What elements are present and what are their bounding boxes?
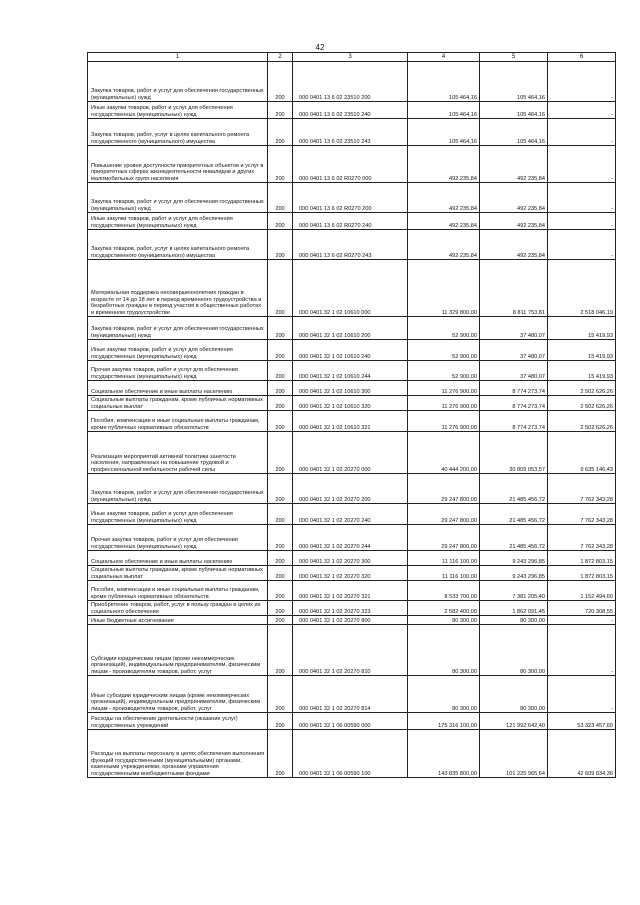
cell-plan: 105 464,16 xyxy=(408,119,480,146)
cell-rest: 7 762 343,28 xyxy=(548,504,616,525)
cell-fact: 121 992 642,40 xyxy=(480,713,548,730)
cell-name: Социальные выплаты гражданам, кроме публичных нормативных социальных выплат xyxy=(88,566,268,581)
table-row xyxy=(88,581,616,601)
cell-rest: - xyxy=(548,676,616,713)
cell-code: 200 xyxy=(268,625,293,676)
cell-kbk: 000 0401 32 1 02 10610 200 xyxy=(293,317,408,340)
table-row xyxy=(88,183,616,213)
cell-fact: 37 480,07 xyxy=(480,317,548,340)
cell-rest: - xyxy=(548,62,616,102)
cell-kbk: 000 0401 32 1 02 10610 321 xyxy=(293,411,408,432)
cell-kbk: 000 0401 32 1 02 20270 800 xyxy=(293,616,408,625)
table-row xyxy=(88,230,616,260)
cell-name: Закупка товаров, работ, услуг в целях капитального ремонта государственного (муниципального) имущества xyxy=(88,230,268,260)
table-row xyxy=(88,432,616,474)
cell-name: Прочая закупка товаров, работ и услуг для обеспечения государственных (муниципальных) нужд xyxy=(88,361,268,381)
cell-name: Расходы на выплаты персоналу в целях обеспечения выполнения функций государственными (муниципальными) органами, казенными учреждениями, органами управления государственными внебюджетными фондами xyxy=(88,730,268,778)
table-row xyxy=(88,730,616,778)
cell-rest: 42 609 834,36 xyxy=(548,730,616,778)
cell-kbk: 000 0401 32 1 02 10610 300 xyxy=(293,381,408,396)
cell-name: Иные закупки товаров, работ и услуг для обеспечения государственных (муниципальных) нужд xyxy=(88,213,268,230)
cell-rest: - xyxy=(548,146,616,183)
cell-code: 200 xyxy=(268,432,293,474)
cell-rest: 1 872 803,15 xyxy=(548,551,616,566)
cell-name: Прочая закупка товаров, работ и услуг для обеспечения государственных (муниципальных) нужд xyxy=(88,525,268,551)
table-row xyxy=(88,213,616,230)
cell-rest: - xyxy=(548,119,616,146)
cell-plan: 80 300,00 xyxy=(408,676,480,713)
cell-plan: 29 247 800,00 xyxy=(408,474,480,504)
cell-kbk: 000 0401 32 1 02 20270 323 xyxy=(293,601,408,616)
cell-code: 200 xyxy=(268,340,293,361)
cell-plan: 80 300,00 xyxy=(408,616,480,625)
cell-name: Пособия, компенсации и иные социальные выплаты гражданам, кроме публичных нормативных обязательств xyxy=(88,581,268,601)
cell-name: Повышение уровня доступности приоритетных объектов и услуг в приоритетных сферах жизнедеятельности инвалидов и других маломобильных групп населения xyxy=(88,146,268,183)
header-col-1: 1 xyxy=(88,53,268,62)
cell-plan: 175 316 100,00 xyxy=(408,713,480,730)
table-row xyxy=(88,317,616,340)
cell-kbk: 000 0401 32 1 02 10610 240 xyxy=(293,340,408,361)
cell-name: Закупка товаров, работ и услуг для обеспечения государственных (муниципальных) нужд xyxy=(88,474,268,504)
budget-table-body xyxy=(88,53,616,778)
cell-kbk: 000 0401 32 1 02 20270 321 xyxy=(293,581,408,601)
cell-fact: 80 300,00 xyxy=(480,625,548,676)
cell-code: 200 xyxy=(268,504,293,525)
cell-rest: 53 323 457,60 xyxy=(548,713,616,730)
cell-plan: 52 900,00 xyxy=(408,340,480,361)
cell-code: 200 xyxy=(268,525,293,551)
cell-code: 200 xyxy=(268,260,293,317)
cell-rest: 1 152 494,60 xyxy=(548,581,616,601)
table-row xyxy=(88,616,616,625)
table-row xyxy=(88,551,616,566)
header-col-5: 5 xyxy=(480,53,548,62)
cell-plan: 29 247 800,00 xyxy=(408,525,480,551)
cell-plan: 11 276 900,00 xyxy=(408,381,480,396)
cell-fact: 21 485 456,72 xyxy=(480,474,548,504)
cell-name: Социальное обеспечение и иные выплаты населению xyxy=(88,381,268,396)
cell-fact: 8 774 273,74 xyxy=(480,396,548,411)
cell-rest: 7 762 343,28 xyxy=(548,474,616,504)
table-row xyxy=(88,625,616,676)
cell-name: Субсидии юридическим лицам (кроме некоммерческих организаций), индивидуальным предпринимателям, физическим лицам - производителям товаров, работ, услуг xyxy=(88,625,268,676)
cell-code: 200 xyxy=(268,551,293,566)
cell-fact: 7 381 205,40 xyxy=(480,581,548,601)
cell-fact: 8 774 273,74 xyxy=(480,411,548,432)
cell-kbk: 000 0401 32 1 06 00590 000 xyxy=(293,713,408,730)
cell-fact: 9 243 296,85 xyxy=(480,551,548,566)
table-header xyxy=(88,53,616,62)
cell-code: 200 xyxy=(268,146,293,183)
cell-rest: 7 762 343,28 xyxy=(548,525,616,551)
table-row xyxy=(88,601,616,616)
cell-kbk: 000 0401 13 6 02 R0270 200 xyxy=(293,183,408,213)
cell-plan: 11 116 100,00 xyxy=(408,551,480,566)
table-row xyxy=(88,713,616,730)
cell-kbk: 000 0401 13 6 02 R0270 243 xyxy=(293,230,408,260)
table-row xyxy=(88,525,616,551)
cell-fact: 9 243 296,85 xyxy=(480,566,548,581)
cell-plan: 52 900,00 xyxy=(408,317,480,340)
cell-name: Иные закупки товаров, работ и услуг для обеспечения государственных (муниципальных) нужд xyxy=(88,340,268,361)
cell-rest: 15 419,93 xyxy=(548,317,616,340)
cell-kbk: 000 0401 32 1 02 20270 200 xyxy=(293,474,408,504)
cell-rest: 2 502 626,26 xyxy=(548,381,616,396)
cell-name: Закупка товаров, работ и услуг для обеспечения государственных (муниципальных) нужд xyxy=(88,62,268,102)
cell-kbk: 000 0401 32 1 02 10610 244 xyxy=(293,361,408,381)
cell-name: Пособия, компенсации и иные социальные выплаты гражданам, кроме публичных нормативных обязательств xyxy=(88,411,268,432)
cell-kbk: 000 0401 32 1 02 20270 814 xyxy=(293,676,408,713)
cell-fact: 37 480,07 xyxy=(480,361,548,381)
cell-plan: 105 464,16 xyxy=(408,102,480,119)
table-row xyxy=(88,566,616,581)
cell-kbk: 000 0401 13 6 02 23510 240 xyxy=(293,102,408,119)
cell-plan: 2 582 400,00 xyxy=(408,601,480,616)
cell-name: Закупка товаров, работ и услуг для обеспечения государственных (муниципальных) нужд xyxy=(88,317,268,340)
cell-plan: 40 444 200,00 xyxy=(408,432,480,474)
cell-fact: 21 485 456,72 xyxy=(480,525,548,551)
cell-code: 200 xyxy=(268,566,293,581)
cell-code: 200 xyxy=(268,119,293,146)
cell-plan: 8 533 700,00 xyxy=(408,581,480,601)
cell-fact: 80 300,00 xyxy=(480,616,548,625)
page-number: 42 xyxy=(315,43,325,52)
cell-kbk: 000 0401 32 1 02 20270 300 xyxy=(293,551,408,566)
cell-fact: 105 464,16 xyxy=(480,102,548,119)
cell-fact: 21 485 456,72 xyxy=(480,504,548,525)
cell-code: 200 xyxy=(268,317,293,340)
cell-rest: - xyxy=(548,230,616,260)
cell-rest: 2 502 626,26 xyxy=(548,396,616,411)
cell-rest: 2 518 046,19 xyxy=(548,260,616,317)
cell-code: 200 xyxy=(268,581,293,601)
table-row xyxy=(88,504,616,525)
cell-rest: - xyxy=(548,213,616,230)
cell-code: 200 xyxy=(268,396,293,411)
cell-code: 200 xyxy=(268,616,293,625)
cell-kbk: 000 0401 32 1 02 20270 240 xyxy=(293,504,408,525)
header-col-2: 2 xyxy=(268,53,293,62)
cell-name: Иные бюджетные ассигнования xyxy=(88,616,268,625)
cell-kbk: 000 0401 32 1 02 10610 320 xyxy=(293,396,408,411)
cell-rest: - xyxy=(548,102,616,119)
table-row xyxy=(88,474,616,504)
cell-name: Расходы на обеспечение деятельности (оказание услуг) государственных учреждений xyxy=(88,713,268,730)
cell-plan: 143 835 800,00 xyxy=(408,730,480,778)
cell-rest: 15 419,93 xyxy=(548,361,616,381)
cell-fact: 101 225 965,64 xyxy=(480,730,548,778)
cell-name: Социальное обеспечение и иные выплаты населению xyxy=(88,551,268,566)
cell-rest: - xyxy=(548,183,616,213)
cell-kbk: 000 0401 32 1 02 20270 244 xyxy=(293,525,408,551)
cell-kbk: 000 0401 32 1 02 10610 000 xyxy=(293,260,408,317)
cell-name: Иные закупки товаров, работ и услуг для обеспечения государственных (муниципальных) нужд xyxy=(88,102,268,119)
cell-code: 200 xyxy=(268,102,293,119)
table-row xyxy=(88,411,616,432)
cell-fact: 492 235,84 xyxy=(480,183,548,213)
cell-name: Закупка товаров, работ, услуг в целях капитального ремонта государственного (муниципального) имущества xyxy=(88,119,268,146)
cell-fact: 492 235,84 xyxy=(480,230,548,260)
cell-code: 200 xyxy=(268,601,293,616)
cell-name: Закупка товаров, работ и услуг для обеспечения государственных (муниципальных) нужд xyxy=(88,183,268,213)
cell-code: 200 xyxy=(268,381,293,396)
cell-plan: 11 329 800,00 xyxy=(408,260,480,317)
cell-code: 200 xyxy=(268,361,293,381)
cell-plan: 29 247 800,00 xyxy=(408,504,480,525)
budget-table xyxy=(87,52,616,778)
cell-fact: 492 235,84 xyxy=(480,213,548,230)
cell-plan: 492 235,84 xyxy=(408,183,480,213)
cell-kbk: 000 0401 13 6 02 R0270 240 xyxy=(293,213,408,230)
table-row xyxy=(88,62,616,102)
cell-fact: 8 811 753,81 xyxy=(480,260,548,317)
cell-code: 200 xyxy=(268,230,293,260)
cell-plan: 492 235,84 xyxy=(408,230,480,260)
cell-name: Приобретение товаров, работ, услуг в пользу граждан в целях их социального обеспечения xyxy=(88,601,268,616)
cell-kbk: 000 0401 32 1 02 20270 000 xyxy=(293,432,408,474)
cell-rest: - xyxy=(548,625,616,676)
cell-kbk: 000 0401 13 6 02 23510 200 xyxy=(293,62,408,102)
cell-fact: 105 464,16 xyxy=(480,62,548,102)
cell-fact: 1 862 091,45 xyxy=(480,601,548,616)
header-col-4: 4 xyxy=(408,53,480,62)
table-row xyxy=(88,340,616,361)
cell-fact: 492 235,84 xyxy=(480,146,548,183)
header-col-3: 3 xyxy=(293,53,408,62)
cell-rest: 15 419,93 xyxy=(548,340,616,361)
cell-plan: 80 300,00 xyxy=(408,625,480,676)
cell-name: Социальные выплаты гражданам, кроме публичных нормативных социальных выплат xyxy=(88,396,268,411)
header-col-6: 6 xyxy=(548,53,616,62)
table-row xyxy=(88,676,616,713)
table-row xyxy=(88,381,616,396)
cell-rest: 1 872 803,15 xyxy=(548,566,616,581)
cell-kbk: 000 0401 32 1 06 00590 100 xyxy=(293,730,408,778)
cell-fact: 80 300,00 xyxy=(480,676,548,713)
cell-fact: 8 774 273,74 xyxy=(480,381,548,396)
table-row xyxy=(88,260,616,317)
cell-kbk: 000 0401 13 6 02 R0270 000 xyxy=(293,146,408,183)
cell-plan: 492 235,84 xyxy=(408,146,480,183)
cell-code: 200 xyxy=(268,213,293,230)
cell-fact: 37 480,07 xyxy=(480,340,548,361)
cell-rest: - xyxy=(548,616,616,625)
cell-kbk: 000 0401 32 1 02 20270 320 xyxy=(293,566,408,581)
cell-name: Реализация мероприятий активной политики занятости населения, направленных на повышение трудовой и профессиональной мобильности рабочей силы xyxy=(88,432,268,474)
cell-fact: 30 809 053,57 xyxy=(480,432,548,474)
cell-fact: 105 464,16 xyxy=(480,119,548,146)
cell-plan: 105 464,16 xyxy=(408,62,480,102)
cell-plan: 492 235,84 xyxy=(408,213,480,230)
cell-rest: 720 308,55 xyxy=(548,601,616,616)
cell-name: Материальная поддержка несовершеннолетних граждан в возрасте от 14 до 18 лет в период временного трудоустройства и безработных граждан в период участия в общественных работах и временном трудоустройстве xyxy=(88,260,268,317)
table-row xyxy=(88,361,616,381)
cell-rest: 2 502 626,26 xyxy=(548,411,616,432)
cell-name: Иные субсидии юридическим лицам (кроме некоммерческих организаций), индивидуальным предпринимателям, физическим лицам - производителям товаров, работ, услуг xyxy=(88,676,268,713)
cell-code: 200 xyxy=(268,183,293,213)
cell-code: 200 xyxy=(268,474,293,504)
cell-plan: 52 900,00 xyxy=(408,361,480,381)
table-row xyxy=(88,102,616,119)
cell-code: 200 xyxy=(268,411,293,432)
cell-plan: 11 276 900,00 xyxy=(408,411,480,432)
table-row xyxy=(88,119,616,146)
cell-code: 200 xyxy=(268,62,293,102)
cell-code: 200 xyxy=(268,676,293,713)
cell-rest: 9 635 146,43 xyxy=(548,432,616,474)
table-row xyxy=(88,396,616,411)
cell-name: Иные закупки товаров, работ и услуг для обеспечения государственных (муниципальных) нужд xyxy=(88,504,268,525)
cell-plan: 11 276 900,00 xyxy=(408,396,480,411)
table-row xyxy=(88,146,616,183)
cell-plan: 11 116 100,00 xyxy=(408,566,480,581)
cell-kbk: 000 0401 32 1 02 20270 810 xyxy=(293,625,408,676)
cell-kbk: 000 0401 13 6 02 23510 243 xyxy=(293,119,408,146)
cell-code: 200 xyxy=(268,730,293,778)
cell-code: 200 xyxy=(268,713,293,730)
